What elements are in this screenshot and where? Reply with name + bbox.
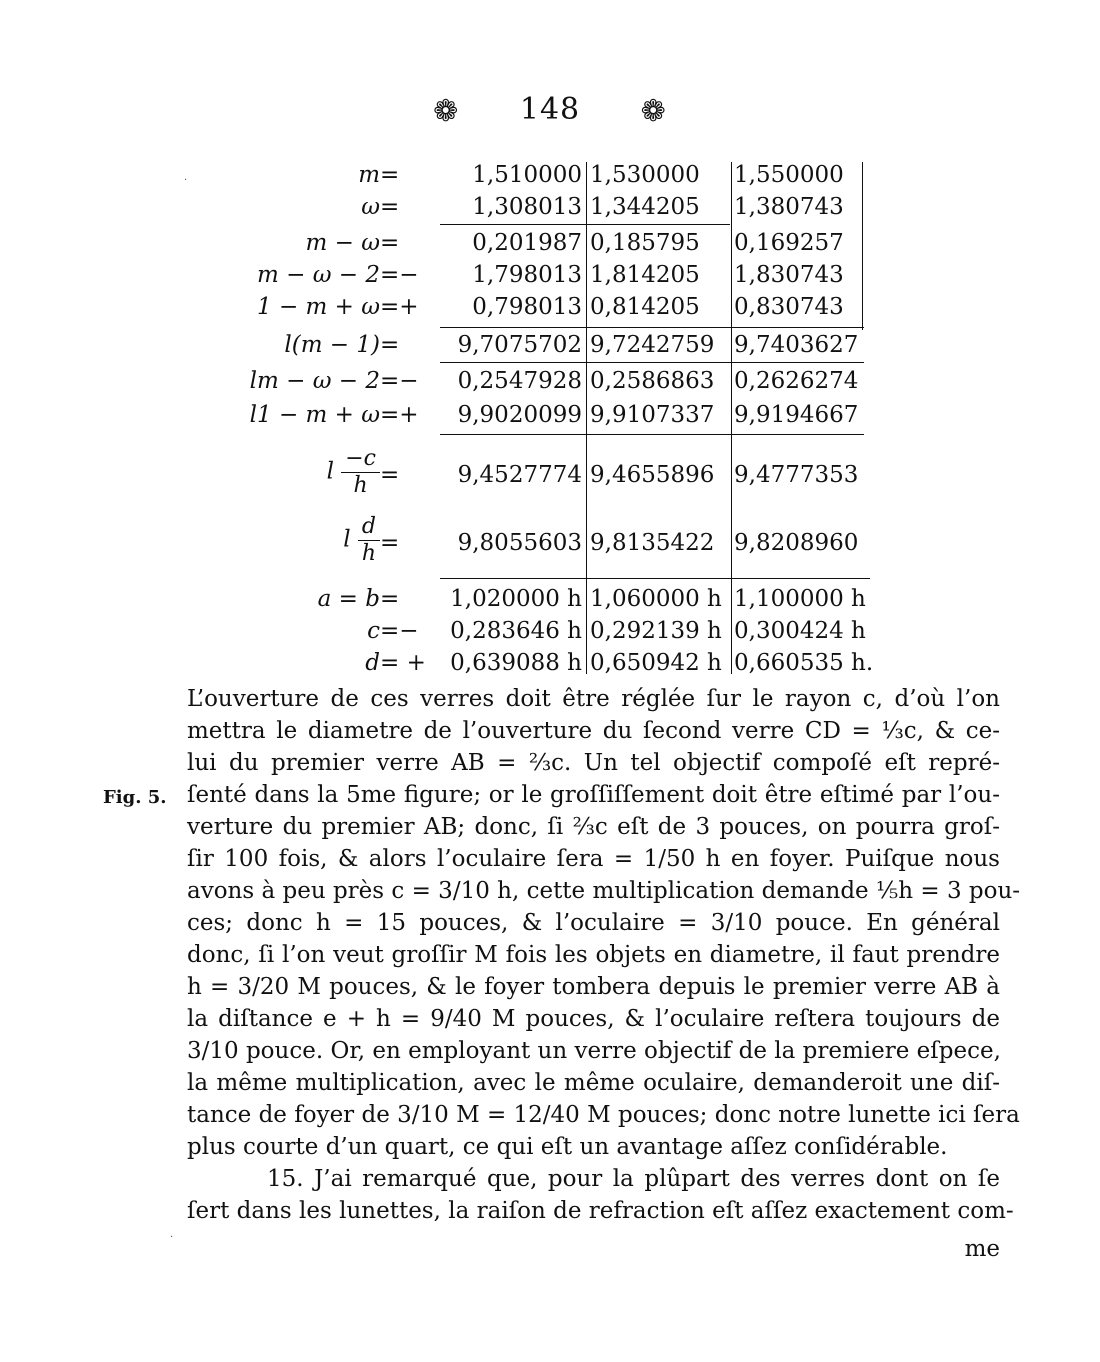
row-expression (343, 516, 380, 565)
value-col-3: 9,9194667 (734, 402, 859, 428)
text-line: plus courte d’un quart, ce qui eſt un avantage aſſez conſidérable. (187, 1134, 948, 1160)
table-rule (440, 327, 864, 328)
value-col-3: 1,830743 (734, 262, 844, 288)
value-col-2: 0,2586863 (590, 368, 715, 394)
fraction-denominator: h (361, 541, 377, 566)
value-col-3: 9,4777353 (734, 462, 859, 488)
row-expression: m − ω − 2 (257, 262, 380, 288)
value-col-2: 0,292139 h (590, 618, 722, 644)
value-col-1: 0,2547928 (457, 368, 582, 394)
column-rule (731, 162, 732, 674)
column-rule (586, 162, 587, 674)
value-col-1: 9,4527774 (457, 462, 582, 488)
value-col-1: 9,7075702 (457, 332, 582, 358)
value-col-2: 1,530000 (590, 162, 700, 188)
row-operator: = (380, 230, 400, 256)
row-operator: = (380, 586, 400, 612)
row-operator: =+ (380, 402, 419, 428)
row-operator: =− (380, 368, 419, 394)
page-header (0, 92, 1100, 129)
fraction-denominator: h (353, 473, 368, 498)
body-text (187, 683, 1021, 1227)
value-col-1: 1,510000 (472, 162, 582, 188)
row-operator: = (380, 194, 400, 220)
text-line: tance de foyer de 3/10 M = 12/40 M pouces; donc notre lunette ici ſera (187, 1102, 1020, 1128)
catchword: me (964, 1236, 1000, 1262)
text-line: lui du premier verre AB = ⅔c. Un tel objectif compoſé eſt repré- (187, 750, 1000, 776)
table-row (0, 332, 1100, 364)
row-expression: l1 − m + ω (249, 402, 380, 428)
value-col-1: 0,201987 (472, 230, 582, 256)
text-line: L’ouverture de ces verres doit être réglée ſur le rayon c, d’où l’on (187, 686, 1000, 712)
value-col-3: 1,550000 (734, 162, 844, 188)
text-line: ſenté dans la 5me figure; or le groſſiſſement doit être eſtimé par l’ou- (187, 782, 1000, 808)
value-col-3: 9,8208960 (734, 530, 859, 556)
value-col-3: 0,660535 h. (734, 650, 874, 676)
value-col-2: 1,060000 h (590, 586, 722, 612)
row-expression: c (367, 618, 380, 644)
row-operator: = (380, 530, 400, 556)
flower-ornament-icon: ❁ (640, 94, 667, 129)
text-line: donc, ſi l’on veut groſſir M fois les objets en diametre, il faut prendre (187, 942, 1000, 968)
value-col-3: 1,100000 h (734, 586, 866, 612)
page-number: 148 (519, 92, 581, 127)
table-row (0, 294, 1100, 326)
row-operator: =+ (380, 294, 419, 320)
row-operator: = (380, 162, 400, 188)
text-line: ſert dans les lunettes, la raiſon de refraction eſt aſſez exactement com- (187, 1198, 1014, 1224)
row-expression: l(m − 1) (284, 332, 380, 358)
row-operator: = (380, 462, 400, 488)
value-col-2: 9,8135422 (590, 530, 715, 556)
table-row (0, 230, 1100, 262)
value-col-1: 9,8055603 (457, 530, 582, 556)
table-row (0, 162, 1100, 194)
fraction-numerator: −c (341, 448, 380, 473)
value-col-2: 0,814205 (590, 294, 700, 320)
figure-margin-note: Fig. 5. (103, 787, 167, 808)
row-operator: =− (380, 618, 419, 644)
table-row (0, 618, 1100, 650)
table-rule (440, 434, 864, 435)
log-prefix: l (343, 526, 351, 553)
fraction-numerator: d (358, 516, 380, 541)
value-col-2: 9,4655896 (590, 462, 715, 488)
text-line: 15. J’ai remarqué que, pour la plûpart des verres dont on ſe (267, 1166, 1000, 1192)
row-expression: a = b (317, 586, 380, 612)
paragraph (187, 1163, 1014, 1227)
value-col-1: 1,308013 (472, 194, 582, 220)
value-col-2: 0,185795 (590, 230, 700, 256)
table-row (0, 402, 1100, 434)
table-row (0, 194, 1100, 226)
value-col-3: 9,7403627 (734, 332, 859, 358)
table-row (0, 262, 1100, 294)
table-row (0, 586, 1100, 618)
text-line: verture du premier AB; donc, ſi ⅔c eſt de 3 pouces, on pourra groſ- (187, 814, 1000, 840)
row-expression: lm − ω − 2 (249, 368, 380, 394)
column-rule (862, 162, 863, 330)
value-col-2: 1,344205 (590, 194, 700, 220)
value-col-1: 9,9020099 (457, 402, 582, 428)
value-col-3: 0,300424 h (734, 618, 866, 644)
table-row (0, 368, 1100, 400)
text-line: la même multiplication, avec le même oculaire, demanderoit une diſ- (187, 1070, 1000, 1096)
value-col-3: 0,169257 (734, 230, 844, 256)
print-speck: · (184, 175, 188, 186)
text-line: avons à peu près c = 3/10 h, cette multiplication demande ⅕h = 3 pou- (187, 878, 1021, 904)
row-operator: =− (380, 262, 419, 288)
row-operator: = + (380, 650, 426, 676)
value-col-2: 9,7242759 (590, 332, 715, 358)
value-col-1: 0,283646 h (450, 618, 582, 644)
table-rule (440, 362, 864, 363)
row-expression: d (365, 650, 380, 676)
value-col-1: 1,020000 h (450, 586, 582, 612)
table-row (0, 650, 1100, 682)
row-expression: 1 − m + ω (257, 294, 380, 320)
value-col-1: 0,639088 h (450, 650, 582, 676)
print-speck: · (170, 1232, 174, 1243)
table-rule (440, 578, 870, 579)
row-expression: ω (361, 194, 380, 220)
table-rule (440, 224, 730, 225)
value-col-2: 9,9107337 (590, 402, 715, 428)
table-row (0, 446, 1100, 498)
value-col-3: 1,380743 (734, 194, 844, 220)
text-line: ſir 100 fois, & alors l’oculaire ſera = 1/50 h en foyer. Puiſque nous (187, 846, 1000, 872)
text-line: ces; donc h = 15 pouces, & l’oculaire = 3/10 pouce. En général (187, 910, 1000, 936)
value-col-3: 0,830743 (734, 294, 844, 320)
row-expression: m − ω (305, 230, 380, 256)
text-line: 3/10 pouce. Or, en employant un verre objectif de la premiere eſpece, (187, 1038, 1001, 1064)
value-col-1: 1,798013 (472, 262, 582, 288)
text-line: mettra le diametre de l’ouverture du ſecond verre CD = ⅓c, & ce- (187, 718, 1000, 744)
table-row (0, 514, 1100, 566)
flower-ornament-icon: ❁ (433, 94, 460, 129)
value-col-2: 1,814205 (590, 262, 700, 288)
log-prefix: l (326, 458, 334, 485)
value-col-1: 0,798013 (472, 294, 582, 320)
text-line: h = 3/20 M pouces, & le foyer tombera depuis le premier verre AB à (187, 974, 1000, 1000)
text-line: la diſtance e + h = 9/40 M pouces, & l’oculaire reſtera toujours de (187, 1006, 1000, 1032)
fraction (341, 448, 380, 497)
paragraph (187, 683, 1021, 1163)
row-operator: = (380, 332, 400, 358)
row-expression (327, 448, 380, 497)
value-col-3: 0,2626274 (734, 368, 859, 394)
value-col-2: 0,650942 h (590, 650, 722, 676)
row-expression: m (358, 162, 380, 188)
fraction (358, 516, 380, 565)
